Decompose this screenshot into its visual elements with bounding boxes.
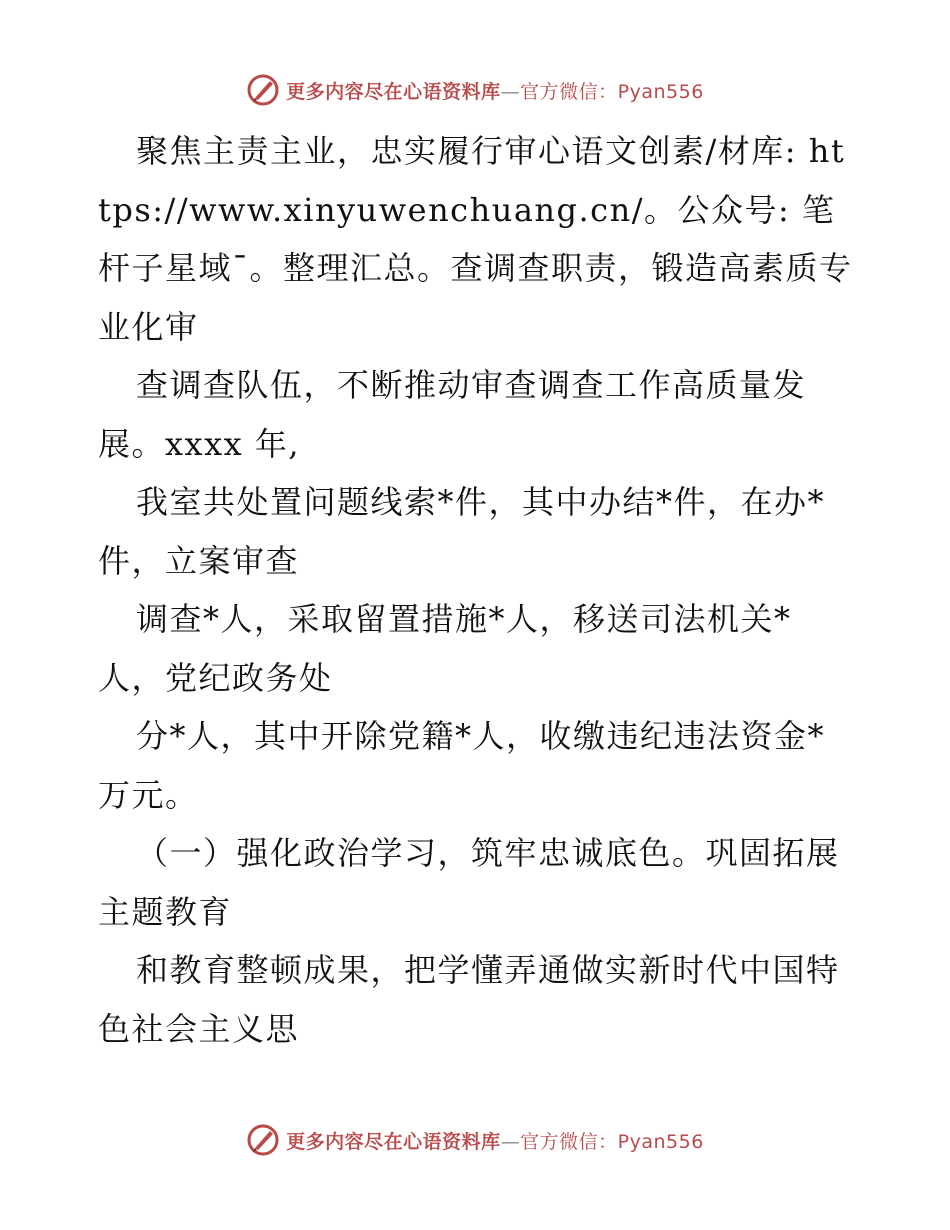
header-watermark-banner bbox=[0, 70, 950, 110]
paragraph-5: 分*人，其中开除党籍*人，收缴违纪违法资金*万元。 bbox=[98, 717, 826, 814]
footer-wechat-text: 官方微信：Pyan556 bbox=[520, 1130, 704, 1153]
paragraph-3: 我室共处置问题线索*件，其中办结*件，在办*件，立案审查 bbox=[98, 483, 826, 580]
header-site-text: 更多内容尽在心语资料库 bbox=[286, 80, 501, 103]
footer-site-text: 更多内容尽在心语资料库 bbox=[286, 1130, 501, 1153]
paragraph-4: 调查*人，采取留置措施*人，移送司法机关*人，党纪政务处 bbox=[98, 600, 792, 697]
header-dash: — bbox=[500, 80, 521, 103]
header-wechat-text: 官方微信：Pyan556 bbox=[520, 80, 704, 103]
footer-watermark-banner bbox=[0, 1120, 950, 1160]
paragraph-2: 查调查队伍，不断推动审查调查工作高质量发展。xxxx 年, bbox=[98, 366, 807, 463]
document-body bbox=[98, 122, 858, 1058]
paragraph-6: （一）强化政治学习，筑牢忠诚底色。巩固拓展主题教育 bbox=[98, 834, 840, 931]
footer-banner-text bbox=[286, 1127, 704, 1154]
paragraph-1: 聚焦主责主业，忠实履行审心语文创素/材库: https://www.xinyuwenchuang.cn/。公众号: 笔杆子星域¯。整理汇总。查调查职责，锻造高素质专业化审 bbox=[98, 132, 853, 346]
quill-pen-circle-icon bbox=[246, 73, 280, 107]
footer-dash: — bbox=[500, 1130, 521, 1153]
paragraph-7: 和教育整顿成果，把学懂弄通做实新时代中国特色社会主义思 bbox=[98, 951, 840, 1048]
quill-pen-circle-icon bbox=[246, 1123, 280, 1157]
header-banner-text bbox=[286, 77, 704, 104]
